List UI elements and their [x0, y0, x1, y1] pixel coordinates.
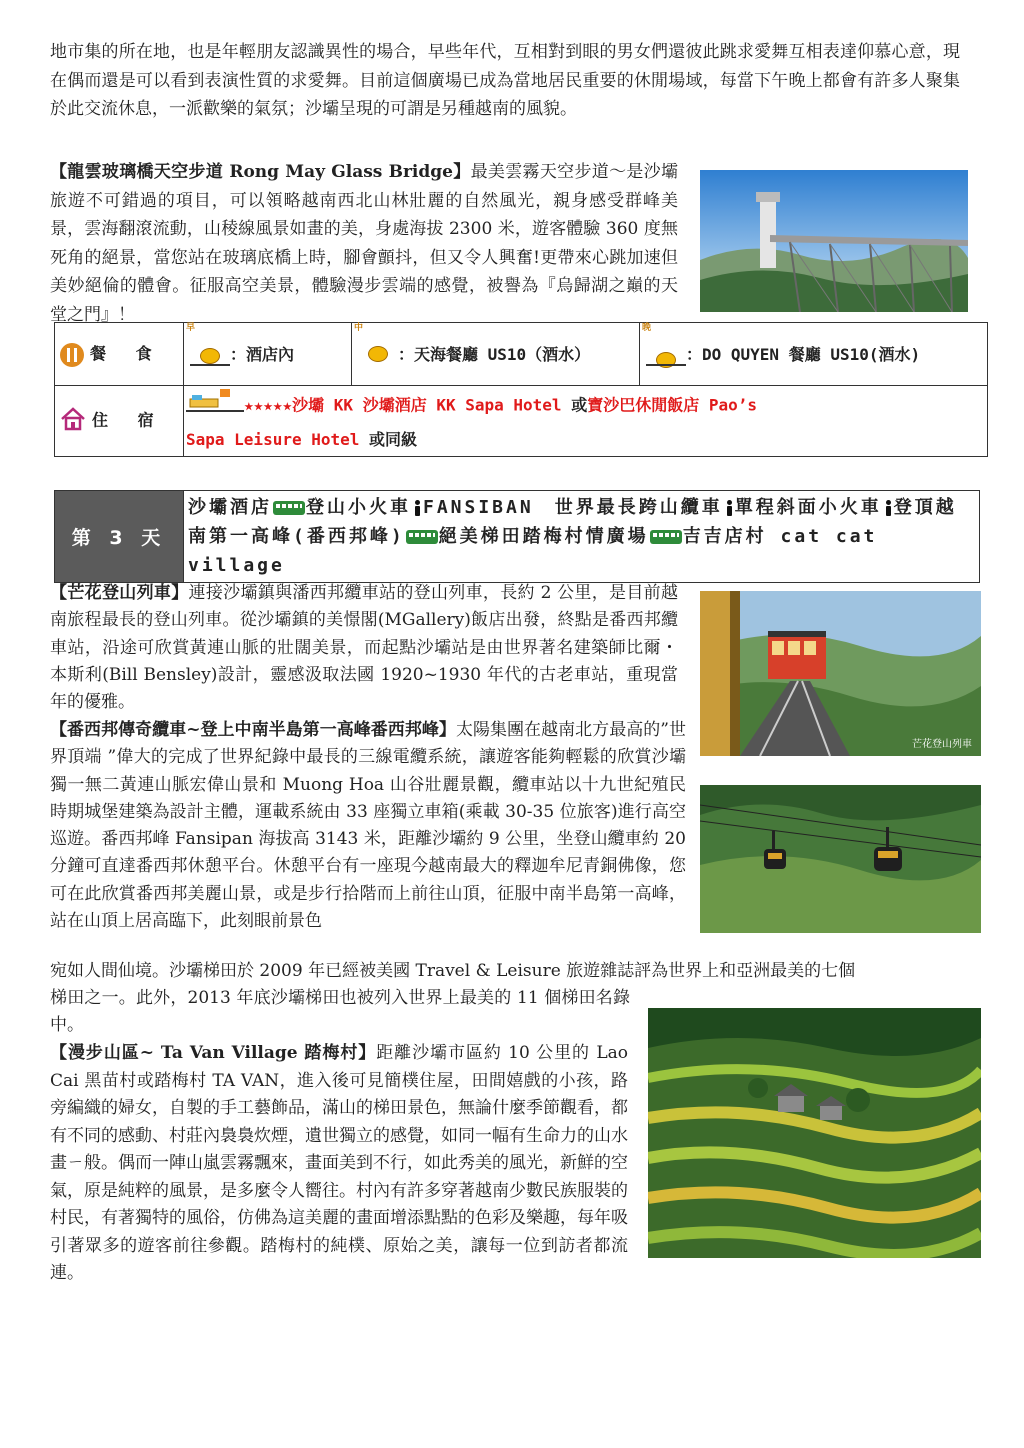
meals-lodging-table — [54, 322, 988, 457]
rice-terrace-photo — [648, 1008, 981, 1258]
route-funicular: 單程斜面小火車 — [734, 497, 882, 518]
lunch-value: ：天海餐廳 US10（酒水） — [398, 344, 591, 364]
cablecar-paragraph — [50, 717, 686, 935]
route-hotel: 沙壩酒店 — [188, 497, 272, 518]
route-terrace: 絕美梯田踏梅村情廣場 — [438, 526, 649, 547]
cablecar-title: 【番西邦傳奇纜車~登上中南半島第一高峰番西邦峰】 — [50, 720, 456, 740]
cable-car-photo — [700, 785, 981, 933]
route-village: 吉吉店村 cat cat village — [188, 526, 878, 576]
hotel-alt-a: 寶沙巴休閒飯店 Pao’s — [587, 395, 758, 415]
intro-paragraph: 地市集的所在地，也是年輕朋友認識異性的場合，早些年代，互相對到眼的男女們還彼此跳求愛舞互相表達仰慕心意，現在偶而還是可以看到表演性質的求愛舞。目前這個廣場已成為當地居民重要的休閒場域，每當下午晚上都會有許多人聚集於此交流休息，一派歡樂的氣氛；沙壩呈現的可謂是另種越南的風貌。 — [50, 42, 960, 119]
hotel-primary: ★★★★★沙壩 KK 沙壩酒店 KK Sapa Hotel — [244, 395, 562, 415]
village-paragraph — [50, 1040, 628, 1288]
meals-label: 餐 食 — [90, 344, 162, 364]
lodging-value-cell — [184, 386, 988, 457]
breakfast-cell — [184, 323, 352, 386]
sunrise-icon — [190, 344, 230, 366]
mountain-train-photo — [700, 591, 981, 756]
lodging-or-2: 或同級 — [359, 430, 418, 449]
bus-icon — [406, 530, 438, 544]
lunch-tag: 中 — [354, 323, 364, 333]
lunch-cell — [352, 323, 640, 386]
glass-bridge-photo — [700, 170, 968, 312]
bus-icon — [650, 530, 682, 544]
bus-icon — [273, 501, 305, 515]
bridge-title: 【龍雲玻璃橋天空步道 Rong May Glass Bridge】 — [50, 162, 471, 182]
person-icon — [726, 500, 732, 516]
train-text: 連接沙壩鎮與潘西邦纜車站的登山列車，長約 2 公里，是目前越南旅程最長的登山列車。從沙壩鎮的美憬閣(MGallery)飯店出發，終點是番西邦纜車站，沿途可欣賞黃連山脈的壯闊美景，而起點沙壩站是由世界著名建築師比爾・本斯利(Bill Bensley)設計，靈感汲取法國 1920~1930 年代的古老車站，重現當年的優雅。 — [50, 583, 679, 713]
meals-row — [55, 323, 988, 386]
train-caption: 芒花登山列車 — [912, 739, 972, 750]
village-title: 【漫步山區~ Ta Van Village 踏梅村】 — [50, 1043, 377, 1063]
route-train: 登山小火車 — [306, 497, 411, 518]
day3-header-table — [54, 490, 980, 583]
person-icon — [414, 500, 420, 516]
sun-icon — [358, 344, 398, 366]
lodging-or-1: 或 — [561, 395, 588, 415]
dinner-value: ：DO QUYEN 餐廳 US10(酒水) — [686, 344, 921, 364]
route-cablecar: FANSIBAN 世界最長跨山纜車 — [423, 497, 723, 518]
dinner-tag: 晚 — [642, 323, 652, 333]
meal-icon — [60, 343, 84, 367]
cablecar-text: 太陽集團在越南北方最高的”世界頂端 ”偉大的完成了世界紀錄中最長的三線電纜系統，讓遊客能夠輕鬆的欣賞沙壩獨一無二黃連山脈宏偉山景和 Muong Hoa 山谷壯麗景觀，纜車站以十九世紀殖民時期城堡建築為設計主體，運載系統由 33 座獨立車箱(乘載 30-35 位旅客)進行高空巡遊。番西邦峰 Fansipan 海拔高 3143 米，距離沙壩約 9 公里，坐登山纜車約 20 分鐘可直達番西邦休憩平台。休憩平台有一座現今越南最大的釋迦牟尼青銅佛像，您可在此欣賞番西邦美麗山景，或是步行拾階而上前往山頂，征服中南半島第一高峰，站在山頂上居高臨下，此刻眼前景色 — [50, 720, 686, 932]
day-route — [184, 491, 980, 583]
bed-icon — [186, 387, 244, 425]
train-paragraph — [50, 580, 678, 716]
lodging-row — [55, 386, 988, 457]
cablecar-paragraph-cont: 宛如人間仙境。沙壩梯田於 2009 年已經被美國 Travel & Leisure 旅遊雜誌評為世界上和亞洲最美的七個 — [50, 961, 856, 981]
breakfast-tag: 早 — [186, 323, 196, 333]
meals-label-cell — [55, 323, 184, 386]
dinner-cell — [640, 323, 988, 386]
person-icon — [885, 500, 891, 516]
route-peak: 登頂越南第一高峰(番西邦峰) — [188, 497, 957, 547]
lodging-label-cell — [55, 386, 184, 457]
bridge-text: 最美雲霧天空步道～是沙壩旅遊不可錯過的項目，可以領略越南西北山林壯麗的自然風光，親身感受群峰美景，雲海翻滾流動，山稜線風景如畫的美，身處海拔 2300 米，遊客體驗 360 度無死角的絕景，當您站在玻璃底橋上時，腳會顫抖，但又令人興奮!更帶來心跳加速但美妙絕倫的體會。征服高空美景，體驗漫步雲端的感覺，被譽為『烏歸湖之巔的天堂之門』！ — [50, 162, 678, 325]
cablecar-paragraph-end: 梯田之一。此外，2013 年底沙壩梯田也被列入世界上最美的 11 個梯田名錄中。 — [50, 988, 630, 1035]
sunset-icon — [646, 344, 686, 366]
hotel-alt-b: Sapa Leisure Hotel — [186, 430, 360, 449]
breakfast-value: ：酒店內 — [230, 344, 295, 364]
glass-bridge-illustration — [700, 170, 968, 312]
train-title: 【芒花登山列車】 — [50, 583, 189, 603]
lodging-label: 住 宿 — [92, 410, 164, 430]
day-label: 第 3 天 — [55, 491, 184, 583]
bridge-paragraph — [50, 158, 678, 329]
house-icon — [60, 407, 86, 435]
village-text: 距離沙壩市區約 10 公里的 Lao Cai 黑苗村或踏梅村 TA VAN，進入後可見簡樸住屋，田間嬉戲的小孩，路旁編織的婦女，自製的手工藝飾品，滿山的梯田景色，無論什麼季節觀看，都有不同的感動、村莊內裊裊炊煙，遺世獨立的感覺，如同一幅有生命力的山水畫ㄧ般。偶而一陣山嵐雲霧飄來，畫面美到不行，如此秀美的風光，新鮮的空氣，原是純粹的風景，是多麼令人嚮往。村內有許多穿著越南少數民族服裝的村民，有著獨特的風俗，仿佛為這美麗的畫面增添點點的色彩及樂趣，每年吸引著眾多的遊客前往參觀。踏梅村的純樸、原始之美，讓每一位到訪者都流連。 — [50, 1043, 628, 1283]
